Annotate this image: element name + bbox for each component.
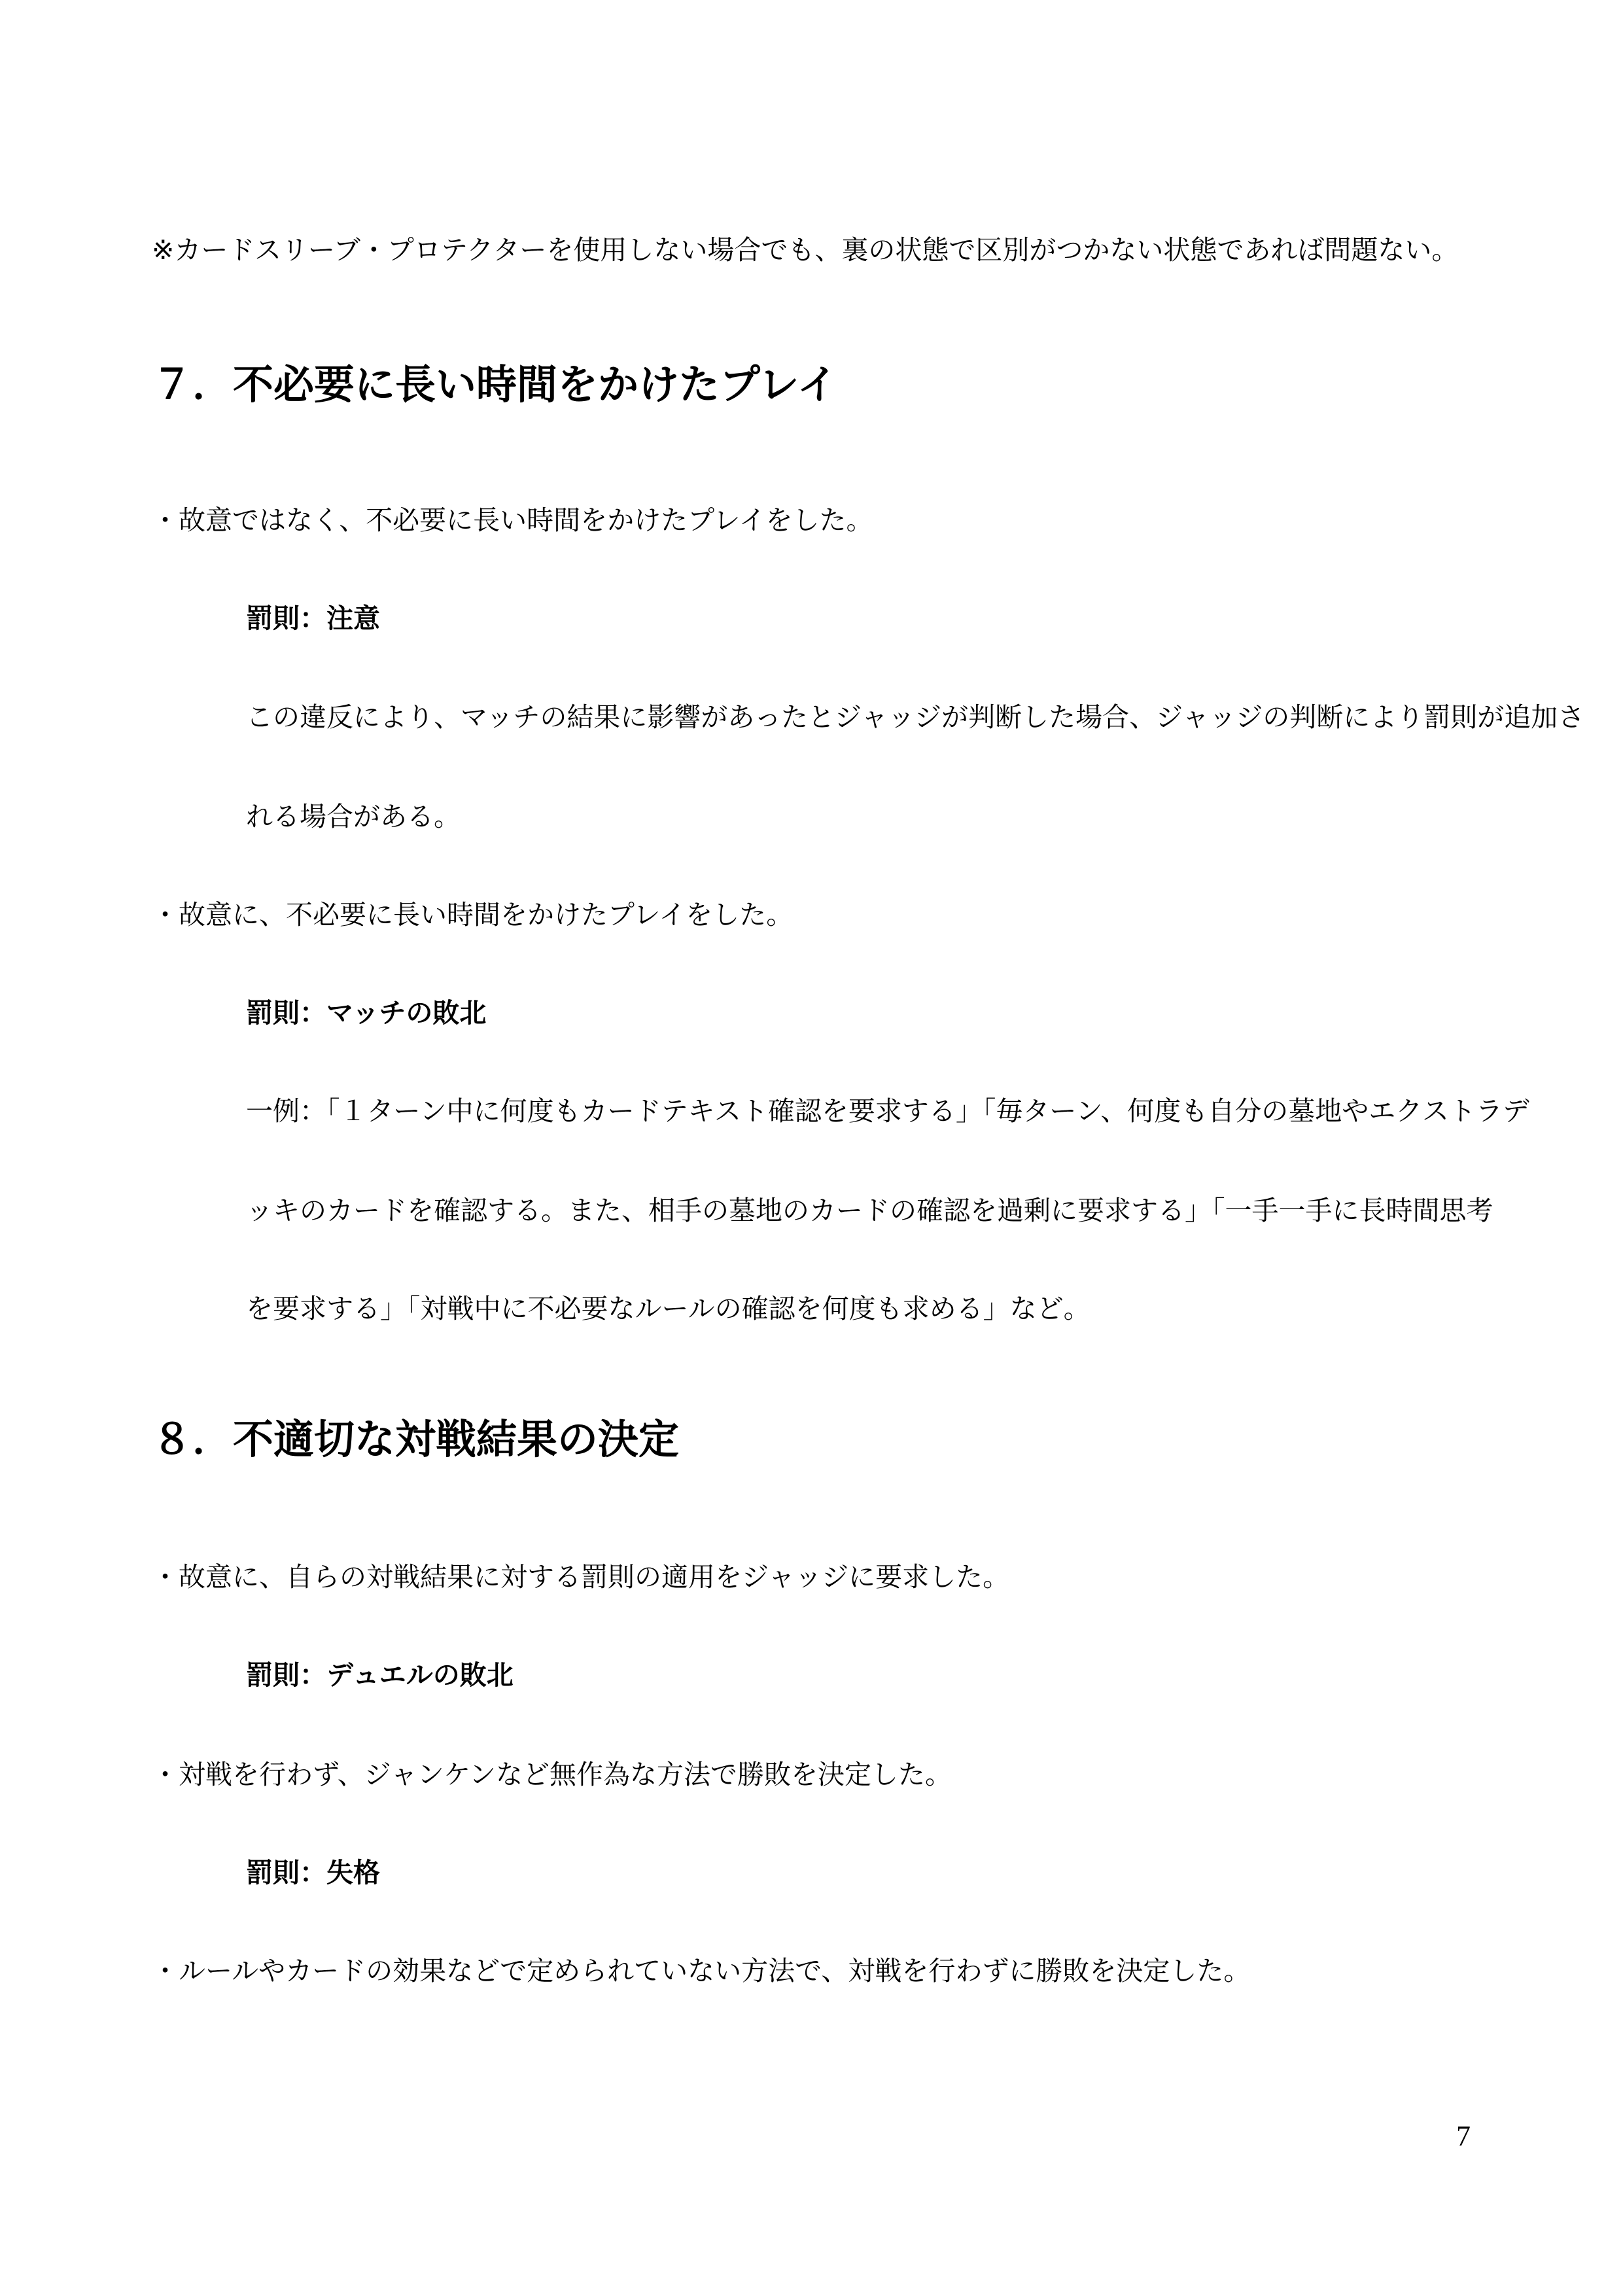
section-7-example-line-2: ッキのカードを確認する。また、相手の墓地のカードの確認を過剰に要求する」「一手一手に長時間思考 <box>246 1195 1493 1226</box>
section-8-heading: ８．不適切な対戦結果の決定 <box>152 1415 680 1463</box>
section-7-example-line-1: 一例：「１ターン中に何度もカードテキスト確認を要求する」「毎ターン、何度も自分の墓地やエクストラデ <box>246 1095 1529 1127</box>
page-number: 7 <box>1456 2120 1471 2152</box>
section-8-item-random-method: ・対戦を行わず、ジャンケンなど無作為な方法で勝敗を決定した。 <box>152 1759 952 1790</box>
section-7-description-line-1: この違反により、マッチの結果に影響があったとジャッジが判断した場合、ジャッジの判断により罰則が追加さ <box>246 701 1585 733</box>
section-8-penalty-duel-loss: 罰則：デュエルの敗北 <box>246 1659 514 1691</box>
section-7-penalty-warning: 罰則：注意 <box>246 603 380 634</box>
section-8-item-undefined-method: ・ルールやカードの効果などで定められていない方法で、対戦を行わずに勝敗を決定した。 <box>152 1955 1251 1987</box>
section-8-item-penalty-request: ・故意に、自らの対戦結果に対する罰則の適用をジャッジに要求した。 <box>152 1561 1010 1593</box>
section-7-description-line-2: れる場合がある。 <box>246 801 461 832</box>
section-7-item-unintentional: ・故意ではなく、不必要に長い時間をかけたプレイをした。 <box>152 504 873 536</box>
section-7-penalty-match-loss: 罰則：マッチの敗北 <box>246 997 487 1029</box>
protector-note: ※カードスリーブ・プロテクターを使用しない場合でも、裏の状態で区別がつかない状態であれば問題ない。 <box>152 234 1459 266</box>
section-8-penalty-disqualification: 罰則：失格 <box>246 1857 380 1888</box>
section-7-example-line-3: を要求する」「対戦中に不必要なルールの確認を何度も求める」など。 <box>246 1293 1091 1324</box>
section-7-item-intentional: ・故意に、不必要に長い時間をかけたプレイをした。 <box>152 899 794 930</box>
section-7-heading: ７．不必要に長い時間をかけたプレイ <box>152 361 838 408</box>
